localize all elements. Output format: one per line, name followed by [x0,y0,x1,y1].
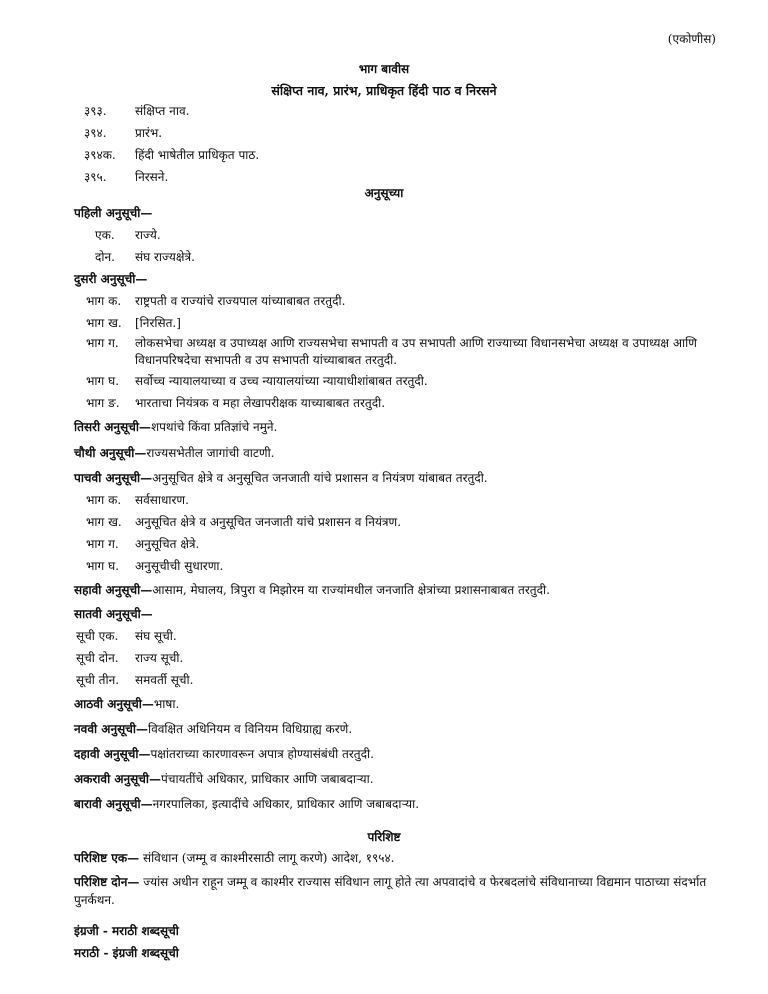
twelfth-schedule-title: बारावी अनुसूची— [74,797,153,811]
tenth-schedule-text: पक्षांतराच्या कारणावरून अपात्र होण्यासंबंधी तरतुदी. [150,747,374,761]
second-schedule-item-num: भाग ग. [86,336,119,350]
eighth-schedule-title: आठवी अनुसूची— [74,697,154,711]
fifth-schedule-item-text: अनुसूचीची सुधारणा. [135,559,224,573]
glossary-marathi-english: मराठी - इंग्रजी शब्दसूची [74,946,179,960]
appendix-two-title: परिशिष्ट दोन— [74,875,140,889]
eleventh-schedule [74,772,374,787]
fifth-schedule-title: पाचवी अनुसूची— [74,471,153,485]
second-schedule-item-text: भारताचा नियंत्रक व महा लेखापरीक्षक याच्याबाबत तरतुदी. [135,396,386,410]
second-schedule-item-num: भाग ङ. [86,396,120,410]
fifth-schedule-item-num: भाग घ. [86,559,120,573]
sixth-schedule-text: आसाम, मेघालय, त्रिपुरा व मिझोरम या राज्यांमधील जनजाति क्षेत्रांच्या प्रशासनाबाबत तरतुदी. [152,583,550,597]
page-number: (एकोणीस) [667,32,716,46]
fifth-schedule-item-num: भाग क. [86,493,122,507]
fifth-schedule-item-text: अनुसूचित क्षेत्रे. [135,537,200,551]
appendix-heading: परिशिष्ट [367,830,401,844]
third-schedule-title: तिसरी अनुसूची— [74,420,151,434]
second-schedule-title: दुसरी अनुसूची— [74,272,148,286]
fifth-schedule-item-text: सर्वसाधारण. [135,493,189,507]
appendix-one [74,851,395,866]
first-schedule-item-num: एक. [95,228,115,242]
fourth-schedule-text: राज्यसभेतील जागांची वाटणी. [146,446,275,460]
sixth-schedule-title: सहावी अनुसूची— [74,583,153,597]
eleventh-schedule-text: पंचायतींचे अधिकार, प्राधिकार आणि जबाबदाऱ्या. [161,772,374,786]
sixth-schedule [74,583,550,598]
second-schedule-item-num: भाग घ. [86,374,120,388]
eighth-schedule-text: भाषा. [153,697,180,711]
fifth-schedule [74,471,488,486]
fourth-schedule [74,446,275,461]
glossary-english-marathi: इंग्रजी - मराठी शब्दसूची [74,924,179,938]
first-schedule-item-text: राज्ये. [135,228,161,242]
seventh-schedule-item-num: सूची तीन. [76,673,120,687]
part-title: भाग बावीस [358,62,410,76]
ninth-schedule-title: नववी अनुसूची— [74,722,148,736]
tenth-schedule-title: दहावी अनुसूची— [74,747,151,761]
second-schedule-item-text: लोकसभेचा अध्यक्ष व उपाध्यक्ष आणि राज्यसभेचा सभापती व उप सभापती आणि राज्याच्या विधानसभेचा अध्यक्ष व उपाध्यक्ष आणि विधानपरिषदेचा सभापती व उप सभापती यांच्याबाबत तरतुदी. [135,336,697,367]
second-schedule-item-text: सर्वोच्च न्यायालयाच्या व उच्च न्यायालयांच्या न्यायाधीशांबाबत तरतुदी. [135,374,428,388]
appendix-two-text: ज्यांस अधीन राहून जम्मू व काश्मीर राज्यास संविधान लागू होते त्या अपवादांचे व फेरबदलांचे संविधानाच्या विद्यमान पाठाच्या संदर्भात पुनर्कथन. [74,875,707,907]
part-subtitle: संक्षिप्त नाव, प्रारंभ, प्राधिकृत हिंदी पाठ व निरसने [271,83,497,98]
twelfth-schedule [74,797,419,812]
third-schedule [74,420,277,435]
tenth-schedule [74,747,374,762]
fourth-schedule-title: चौथी अनुसूची— [74,446,147,460]
seventh-schedule-title: सातवी अनुसूची— [74,607,153,621]
first-schedule-item-num: दोन. [95,250,115,264]
document-page: (एकोणीस) भाग बावीस संक्षिप्त नाव, प्रारंभ, प्राधिकृत हिंदी पाठ व निरसने ३९३. संक्षिप्त नाव. ३९४. प्रारंभ. ३९४क. हिंदी भाषेतील प्राधिकृत पाठ. ३९५. निरसने. अनुसूच्या पहिली अनुसूची— एक. राज्ये. दोन. संघ राज्यक्षेत्रे. दुसरी अनुसूची— भाग क. राष्ट्रपती व राज्यांचे राज्यपाल यांच्याबाबत तरतुदी. भाग ख. [निरसित.] भाग ग. लोकसभेचा अध्यक्ष व उपाध्यक्ष आणि राज्यसभेचा सभापती व उप सभापती आणि राज्याच्या विधानसभेचा अध्यक्ष व उपाध्यक्ष आणि विधानपरिषदेचा सभापती व उप सभापती यांच्याबाबत तरतुदी. भाग घ. सर्वोच्च न्यायालयाच्या व उच्च न्यायालयांच्या न्यायाधीशांबाबत तरतुदी. भाग ङ. भारताचा नियंत्रक व महा लेखापरीक्षक याच्याबाबत तरतुदी. तिसरी अनुसूची—शपथांचे किंवा प्रतिज्ञांचे नमुने. चौथी अनुसूची—राज्यसभेतील जागांची वाटणी. पाचवी अनुसूची—अनुसूचित क्षेत्रे व अनुसूचित जनजाती यांचे प्रशासन व नियंत्रण यांबाबत तरतुदी. भाग क. सर्वसाधारण. भाग ख. अनुसूचित क्षेत्रे व अनुसूचित जनजाती यांचे प्रशासन व नियंत्रण. भाग ग. अनुसूचित क्षेत्रे. भाग घ. अनुसूचीची सुधारणा. सहावी अनुसूची—आसाम, मेघालय, त्रिपुरा व मिझोरम या राज्यांमधील जनजाति क्षेत्रांच्या प्रशासनाबाबत तरतुदी. सातवी अनुसूची— सूची एक. संघ सूची. सूची दोन. राज्य सूची. सूची तीन. समवर्ती सूची. आठवी अनुसूची—भाषा. नववी अनुसूची—विवक्षित अधिनियम व विनियम विधिग्राह्य करणे. दहावी अनुसूची—पक्षांतराच्या कारणावरून अपात्र होण्यासंबंधी तरतुदी. अकरावी अनुसूची—पंचायतींचे अधिकार, प्राधिकार आणि जबाबदाऱ्या. बारावी अनुसूची—नगरपालिका, इत्यादींचे अधिकार, प्राधिकार आणि जबाबदाऱ्या. परिशिष्ट परिशिष्ट एक— संविधान (जम्मू व काश्मीरसाठी लागू करणे) आदेश, १९५४. परिशिष्ट दोन— ज्यांस अधीन राहून जम्मू व काश्मीर राज्यास संविधान लागू होते त्या अपवादांचे व फेरबदलांचे संविधानाच्या विद्यमान पाठाच्या संदर्भात पुनर्कथन. इंग्रजी - मराठी शब्दसूची मराठी - इंग्रजी शब्दसूची [0,0,768,994]
seventh-schedule-item-num: सूची दोन. [76,651,119,665]
first-schedule-title: पहिली अनुसूची— [74,206,153,220]
appendix-two [74,873,714,909]
fifth-schedule-item-num: भाग ग. [86,537,119,551]
second-schedule-item-text: [निरसित.] [135,316,181,330]
seventh-schedule-item-text: संघ सूची. [135,629,177,643]
fifth-schedule-text: अनुसूचित क्षेत्रे व अनुसूचित जनजाती यांचे प्रशासन व नियंत्रण यांबाबत तरतुदी. [152,471,488,485]
seventh-schedule-item-num: सूची एक. [76,629,119,643]
third-schedule-text: शपथांचे किंवा प्रतिज्ञांचे नमुने. [150,420,278,434]
appendix-one-text: संविधान (जम्मू व काश्मीरसाठी लागू करणे) आदेश, १९५४. [139,851,395,865]
eleventh-schedule-title: अकरावी अनुसूची— [74,772,162,786]
twelfth-schedule-text: नगरपालिका, इत्यादींचे अधिकार, प्राधिकार आणि जबाबदाऱ्या. [152,797,420,811]
ninth-schedule [74,722,352,737]
fifth-schedule-item-num: भाग ख. [86,515,122,529]
second-schedule-item-text: राष्ट्रपती व राज्यांचे राज्यपाल यांच्याबाबत तरतुदी. [135,294,346,308]
seventh-schedule-item-text: समवर्ती सूची. [135,673,194,687]
eighth-schedule [74,697,179,712]
second-schedule-item-num: भाग ख. [86,316,122,330]
fifth-schedule-item-text: अनुसूचित क्षेत्रे व अनुसूचित जनजाती यांचे प्रशासन व नियंत्रण. [135,515,402,529]
appendix-one-title: परिशिष्ट एक— [74,851,140,865]
seventh-schedule-item-text: राज्य सूची. [135,651,184,665]
second-schedule-item-num: भाग क. [86,294,122,308]
schedules-heading: अनुसूच्या [364,186,404,200]
ninth-schedule-text: विवक्षित अधिनियम व विनियम विधिग्राह्य करणे. [147,722,353,736]
first-schedule-item-text: संघ राज्यक्षेत्रे. [135,250,195,264]
